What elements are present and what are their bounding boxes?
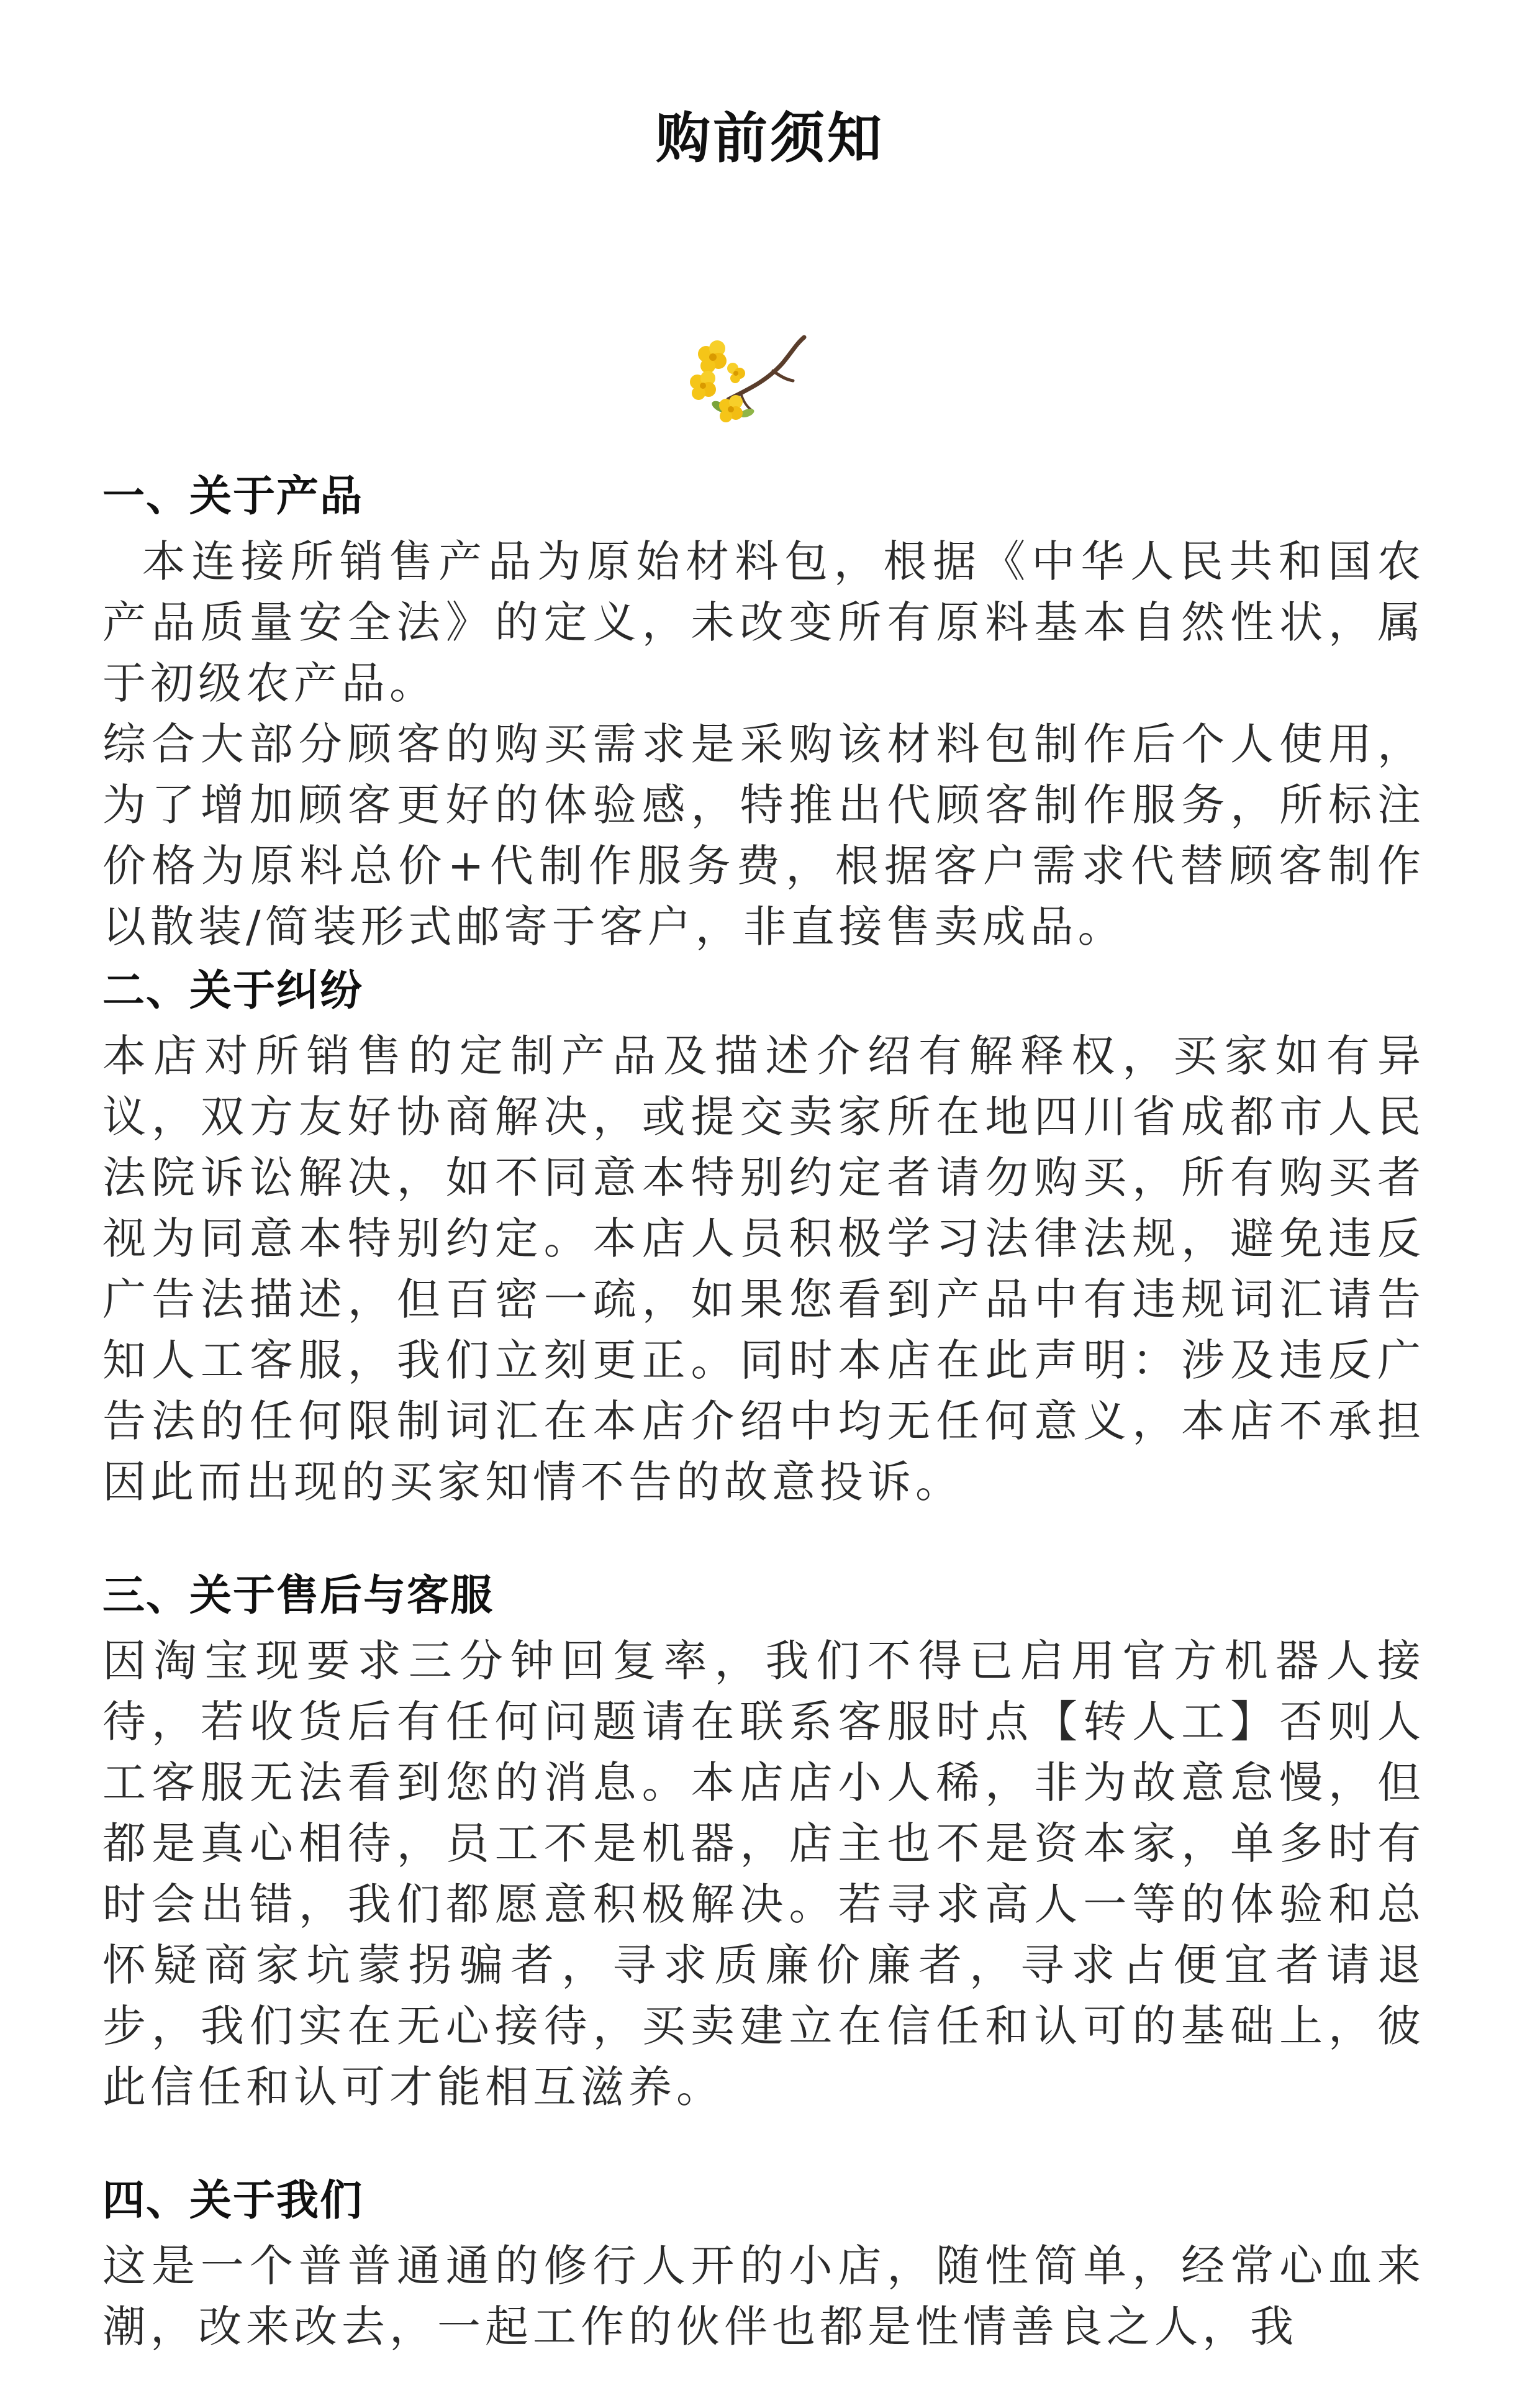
section-heading-about-us: 四、关于我们 bbox=[102, 2176, 364, 2225]
section-spacer bbox=[102, 1512, 1425, 1562]
section-paragraph: 这是一个普普通通的修行人开的小店，随性简单，经常心血来潮，改来改去，一起工作的伙伴也都是性情善良之人，我 bbox=[102, 2240, 1425, 2352]
section-paragraph: 本店对所销售的定制产品及描述介绍有解释权，买家如有异议，双方友好协商解决，或提交卖家所在地四川省成都市人民法院诉讼解决，如不同意本特别约定者请勿购买，所有购买者视为同意本特别约定。本店人员积极学习法律法规，避免违反广告法描述，但百密一疏，如果您看到产品中有违规词汇请告知人工客服，我们立刻更正。同时本店在此声明：涉及违反广告法的任何限制词汇在本店介绍中均无任何意义，本店不承担因此而出现的买家知情不告的故意投诉。 bbox=[102, 1030, 1425, 1507]
osmanthus-branch-svg bbox=[674, 320, 823, 425]
section-after-sales bbox=[102, 1562, 1425, 2117]
osmanthus-branch-icon bbox=[674, 320, 823, 425]
section-heading-product: 一、关于产品 bbox=[102, 472, 364, 521]
section-dispute bbox=[102, 957, 1425, 1512]
notice-content bbox=[102, 463, 1425, 2357]
section-paragraph: 本连接所销售产品为原始材料包，根据《中华人民共和国农产品质量安全法》的定义，未改变所有原料基本自然性状，属于初级农产品。 bbox=[102, 536, 1425, 709]
section-paragraph: 因淘宝现要求三分钟回复率，我们不得已启用官方机器人接待，若收货后有任何问题请在联系客服时点【转人工】否则人工客服无法看到您的消息。本店店小人稀，非为故意怠慢，但都是真心相待，员工不是机器，店主也不是资本家，单多时有时会出错，我们都愿意积极解决。若寻求高人一等的体验和总怀疑商家坑蒙拐骗者，寻求质廉价廉者，寻求占便宜者请退步，我们实在无心接待，买卖建立在信任和认可的基础上，彼此信任和认可才能相互滋养。 bbox=[102, 1635, 1425, 2112]
section-paragraph: 综合大部分顾客的购买需求是采购该材料包制作后个人使用，为了增加顾客更好的体验感，特推出代顾客制作服务，所标注价格为原料总价+代制作服务费，根据客户需求代替顾客制作以散装/简装形式邮寄于客户，非直接售卖成品。 bbox=[102, 719, 1425, 952]
section-about-us bbox=[102, 2167, 1425, 2357]
section-product bbox=[102, 463, 1425, 957]
section-heading-after-sales: 三、关于售后与客服 bbox=[102, 1571, 494, 1620]
section-spacer bbox=[102, 2117, 1425, 2167]
section-heading-dispute: 二、关于纠纷 bbox=[102, 966, 364, 1015]
page-title: 购前须知 bbox=[655, 106, 884, 170]
